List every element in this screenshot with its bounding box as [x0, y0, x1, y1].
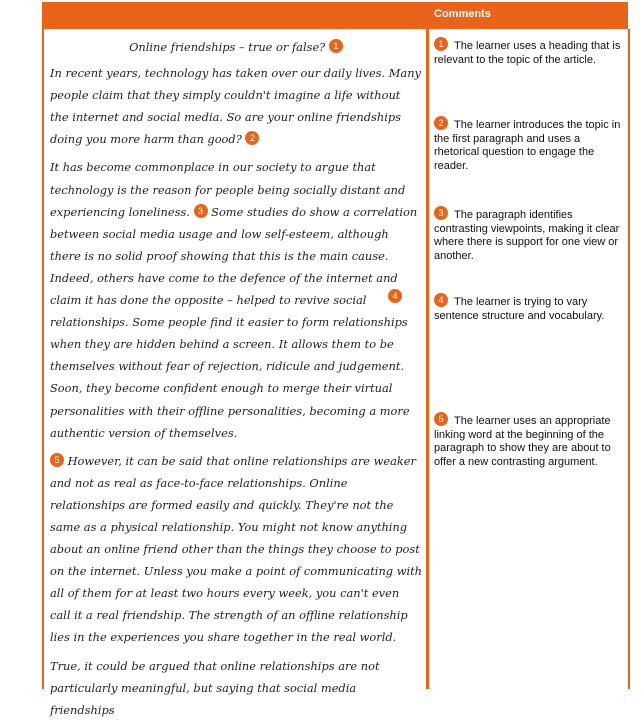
- comment-4-text: The learner is trying to vary sentence structure and vocabulary.: [434, 296, 605, 322]
- comments-heading: Comments: [434, 8, 491, 20]
- article-paragraph-4: [50, 655, 422, 721]
- annotation-marker-1: 1: [329, 39, 343, 53]
- paragraph-2-text-b: Some studies do show a correlation between social media usage and low self-esteem, although there is no solid proof showing that this is the main cause. Indeed, others have come to the defence of the internet and claim it has done the opposite – helped to revive social relationships. Some people find it easier to form relationships when they are hidden behind a screen. It allows them to be themselves without fear of rejection, ridicule and judgement. Soon, they become confident enough to merge their virtual personalities with their offline personalities, becoming a more authentic version of themselves.: [50, 204, 418, 440]
- comment-1-text: The learner uses a heading that is relevant to the topic of the article.: [434, 40, 621, 66]
- paragraph-3-text: However, it can be said that online relationships are weaker and not as real as face-to-face relationships. Online relationships are formed easily and quickly. They're not the same as a physical relationship. You might not know anything about an online friend other than the things they choose to post on the internet. Unless you make a point of communicating with all of them for at least two hours every week, you can't even call it a real friendship. The strength of an offline relationship lies in the experiences you share together in the real world.: [50, 453, 422, 645]
- comment-2-text: The learner introduces the topic in the first paragraph and uses a rhetorical question to engage the reader.: [434, 119, 621, 172]
- article-title-line: [50, 36, 422, 58]
- annotation-marker-2: 2: [245, 131, 259, 145]
- comment-marker-5: 5: [434, 412, 448, 426]
- paragraph-4-text: True, it could be argued that online relationships are not particularly meaningful, but saying that social media friendships: [50, 658, 380, 717]
- article-paragraph-2: [50, 156, 422, 443]
- comment-marker-1: 1: [434, 37, 448, 51]
- comment-marker-4: 4: [434, 293, 448, 307]
- comment-3: [434, 206, 622, 263]
- article-paragraph-1: [50, 62, 422, 150]
- article-column: [50, 36, 422, 727]
- comment-2: [434, 116, 622, 173]
- annotation-marker-4: 4: [388, 289, 402, 303]
- comment-marker-3: 3: [434, 206, 448, 220]
- column-divider: [426, 29, 429, 689]
- annotation-marker-5: 5: [50, 453, 64, 467]
- comment-4: [434, 293, 622, 323]
- comment-1: [434, 37, 622, 67]
- comment-5: [434, 412, 622, 469]
- comment-5-text: The learner uses an appropriate linking word at the beginning of the paragraph to show they are about to offer a new contrasting argument.: [434, 415, 611, 468]
- comment-3-text: The paragraph identifies contrasting viewpoints, making it clear where there is support for one view or another.: [434, 209, 620, 262]
- article-paragraph-3: [50, 450, 422, 649]
- paragraph-2-text-a: It has become commonplace in our society to argue that technology is the reason for people being socially distant and experiencing loneliness.: [50, 160, 406, 219]
- annotation-marker-3: 3: [194, 204, 208, 218]
- article-title: Online friendships – true or false?: [129, 40, 326, 54]
- paragraph-1-text: In recent years, technology has taken over our daily lives. Many people claim that they simply couldn't imagine a life without the internet and social media. So are your online friendships doing you more harm than good?: [50, 66, 421, 147]
- comment-marker-2: 2: [434, 116, 448, 130]
- header-bar: [42, 2, 628, 29]
